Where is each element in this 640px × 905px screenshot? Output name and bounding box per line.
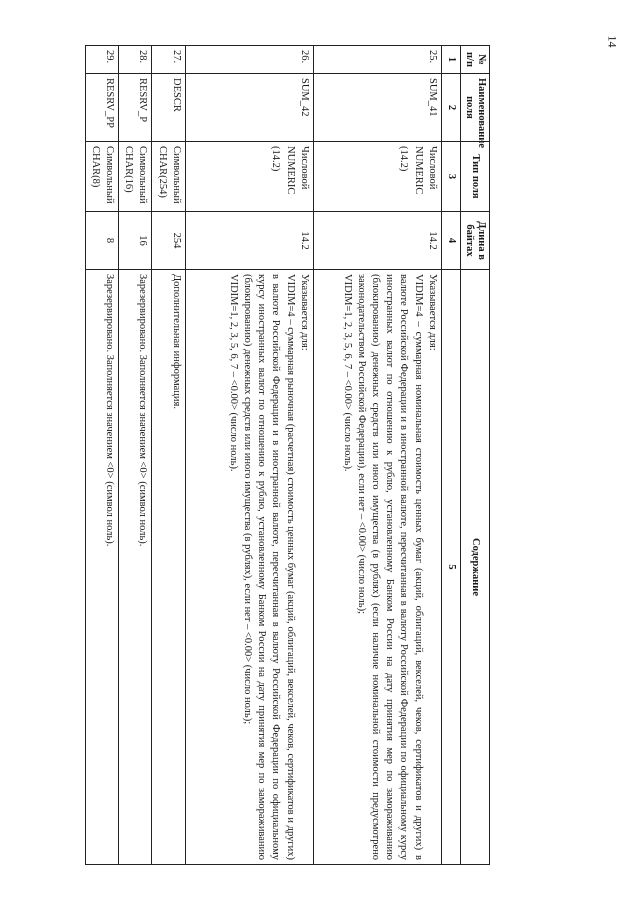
row-num: 29. xyxy=(85,46,118,74)
field-length: 14.2 xyxy=(185,212,313,270)
field-length: 16 xyxy=(119,212,152,270)
content-line: Зарезервировано. Заполняется значением <0> (символ ноль). xyxy=(137,274,149,547)
field-type xyxy=(119,142,152,212)
field-type xyxy=(313,142,441,212)
field-length: 14.2 xyxy=(313,212,441,270)
header-content: Содержание xyxy=(460,270,489,865)
field-content xyxy=(85,270,118,865)
column-number: 4 xyxy=(441,212,460,270)
field-type xyxy=(185,142,313,212)
field-type-line: CHAR(16) xyxy=(123,146,135,193)
field-name: DESCR xyxy=(152,74,185,142)
table-row xyxy=(313,46,441,865)
field-type-line: CHAR(254) xyxy=(156,146,168,198)
field-name: RESRV_P xyxy=(119,74,152,142)
header-field-name: Наименование поля xyxy=(460,74,489,142)
field-type xyxy=(85,142,118,212)
header-num: № п/п xyxy=(460,46,489,74)
content-line: VIDIM=1, 2, 3, 5, 6, 7 – <0.00> (число ноль). xyxy=(341,274,353,472)
table-row xyxy=(85,46,118,865)
rotated-page-content xyxy=(89,45,490,865)
content-line: Зарезервировано. Заполняется значением <0> (символ ноль). xyxy=(104,274,116,547)
column-number: 3 xyxy=(441,142,460,212)
field-type-line: Символьный xyxy=(170,146,182,204)
field-name: SUM_41 xyxy=(313,74,441,142)
field-type-line: Числовой xyxy=(426,146,438,190)
field-type-line: (14.2) xyxy=(270,146,282,172)
field-type-line: Символьный xyxy=(104,146,116,204)
table-row xyxy=(185,46,313,865)
table-header-row xyxy=(460,46,489,865)
field-type-line: (14.2) xyxy=(398,146,410,172)
field-name: RESRV_PP xyxy=(85,74,118,142)
field-name: SUM_42 xyxy=(185,74,313,142)
field-content xyxy=(152,270,185,865)
row-num: 28. xyxy=(119,46,152,74)
field-content xyxy=(119,270,152,865)
table-row xyxy=(119,46,152,865)
row-num: 27. xyxy=(152,46,185,74)
row-num: 26. xyxy=(185,46,313,74)
row-num: 25. xyxy=(313,46,441,74)
field-type xyxy=(152,142,185,212)
field-length: 254 xyxy=(152,212,185,270)
column-number-row xyxy=(441,46,460,865)
page-number: 14 xyxy=(605,35,620,48)
field-length: 8 xyxy=(85,212,118,270)
field-type-line: NUMERIC xyxy=(412,146,424,195)
column-number: 5 xyxy=(441,270,460,865)
field-type-line: Символьный xyxy=(137,146,149,204)
field-content xyxy=(313,270,441,865)
column-number: 1 xyxy=(441,46,460,74)
content-line: VIDIM=4 – суммарная номинальная стоимость ценных бумаг (акций, облигаций, векселей, чеков, сертификатов и других) в валюте Российской Федерации и в иностранной валюте, пересчитанная в валюту Российской Федерации по официальному курсу иностранных валют по отношению к рублю, установленному Банком России на дату принятия мер по замораживанию (блокированию) денежных средств или иного имущества (в рублях) (если наличие номинальной стоимости предусмотрено законодательством Российской Федерации), если нет – <0.00> (число ноль); xyxy=(355,274,424,860)
fields-table xyxy=(85,45,490,865)
field-type-line: CHAR(8) xyxy=(89,146,101,188)
content-line: VIDIM=1, 2, 3, 5, 6, 7 – <0.00> (число ноль). xyxy=(227,274,239,472)
content-line: VIDIM=4 – суммарная рыночная (расчетная) стоимость ценных бумаг (акций, облигаций, векселей, чеков, сертификатов и других) в валюте Российской Федерации и в иностранной валюте, пересчитанная в валюту Российской Федерации по официальному курсу иностранных валют по отношению к рублю, установленному Банком России на дату принятия мер по замораживанию (блокированию) денежных средств или иного имущества (в рублях), если нет – <0.00> (число ноль); xyxy=(242,274,296,860)
header-field-type: Тип поля xyxy=(460,142,489,212)
content-line: Указывается для: xyxy=(298,274,310,351)
field-content xyxy=(185,270,313,865)
field-type-line: Числовой xyxy=(298,146,310,190)
header-length: Длина в байтах xyxy=(460,212,489,270)
content-line: Дополнительная информация. xyxy=(170,274,182,409)
content-line: Указывается для: xyxy=(426,274,438,351)
table-row xyxy=(152,46,185,865)
column-number: 2 xyxy=(441,74,460,142)
field-type-line: NUMERIC xyxy=(284,146,296,195)
